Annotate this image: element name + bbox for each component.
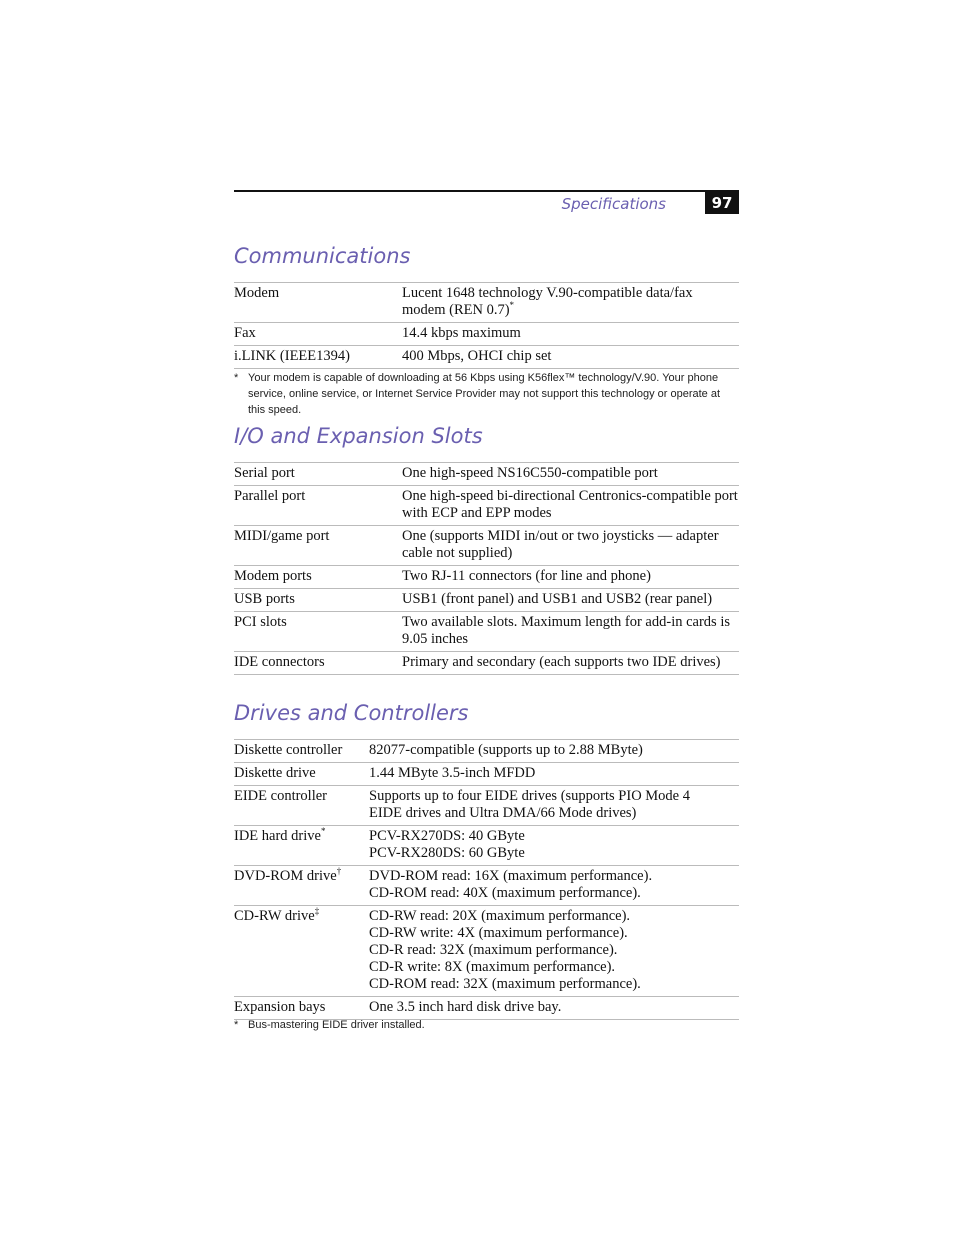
row-label: USB ports xyxy=(234,591,295,607)
row-label: MIDI/game port xyxy=(234,528,330,544)
table-row xyxy=(234,589,739,612)
io-table xyxy=(234,462,739,675)
table-row xyxy=(234,652,739,675)
section-title-communications: Communications xyxy=(234,244,411,268)
table-row xyxy=(234,323,739,346)
row-label: DVD-ROM drive† xyxy=(234,866,342,884)
row-value: One (supports MIDI in/out or two joysticks — adapter cable not supplied) xyxy=(402,528,719,561)
row-value: USB1 (front panel) and USB1 and USB2 (rear panel) xyxy=(402,591,713,607)
table-row xyxy=(234,826,739,866)
row-label: Parallel port xyxy=(234,488,306,504)
table-row xyxy=(234,463,739,486)
row-label: Modem ports xyxy=(234,568,312,584)
header-rule xyxy=(234,190,739,192)
running-head: Specifications xyxy=(561,195,666,213)
row-label: IDE connectors xyxy=(234,654,325,670)
communications-footnote xyxy=(234,370,739,418)
row-value: One 3.5 inch hard disk drive bay. xyxy=(369,999,562,1015)
table-row xyxy=(234,740,739,763)
communications-table xyxy=(234,282,739,369)
footnote-marker: ‡ xyxy=(314,906,320,917)
row-label: PCI slots xyxy=(234,614,287,630)
row-label: Modem xyxy=(234,285,280,301)
row-value: Two available slots. Maximum length for add-in cards is 9.05 inches xyxy=(402,614,730,647)
table-row xyxy=(234,786,739,826)
table-row xyxy=(234,526,739,566)
drives-footnote xyxy=(234,1017,739,1033)
table-row xyxy=(234,763,739,786)
row-label: EIDE controller xyxy=(234,788,328,804)
footnote-text: Bus-mastering EIDE driver installed. xyxy=(248,1019,425,1031)
row-value: PCV-RX270DS: 40 GByte PCV-RX280DS: 60 GByte xyxy=(369,828,525,861)
row-value: One high-speed NS16C550-compatible port xyxy=(402,465,658,481)
footnote-mark: * xyxy=(234,372,239,384)
table-row xyxy=(234,486,739,526)
footnote-marker: * xyxy=(509,300,515,311)
row-value: 400 Mbps, OHCI chip set xyxy=(402,348,552,364)
row-label: IDE hard drive* xyxy=(234,826,326,844)
row-value: 14.4 kbps maximum xyxy=(402,325,521,341)
table-row xyxy=(234,866,739,906)
section-title-io: I/O and Expansion Slots xyxy=(234,424,483,448)
section-title-drives: Drives and Controllers xyxy=(234,701,469,725)
row-value: Supports up to four EIDE drives (supports PIO Mode 4 EIDE drives and Ultra DMA/66 Mode drives) xyxy=(369,788,690,821)
row-label: Diskette drive xyxy=(234,765,316,781)
row-label: Diskette controller xyxy=(234,742,343,758)
row-value: Primary and secondary (each supports two IDE drives) xyxy=(402,654,721,670)
footnote-text: Your modem is capable of downloading at 56 Kbps using K56flex™ technology/V.90. Your phone service, online service, or Internet Service Provider may not support this technology or operate at this speed. xyxy=(248,372,721,416)
table-row xyxy=(234,906,739,997)
row-label: CD-RW drive‡ xyxy=(234,906,320,924)
row-value: 82077-compatible (supports up to 2.88 MByte) xyxy=(369,742,643,758)
row-label: Expansion bays xyxy=(234,999,326,1015)
table-row xyxy=(234,346,739,369)
footnote-mark: * xyxy=(234,1019,239,1031)
row-value: Lucent 1648 technology V.90-compatible data/fax modem (REN 0.7)* xyxy=(402,285,693,318)
row-value: DVD-ROM read: 16X (maximum performance). CD-ROM read: 40X (maximum performance). xyxy=(369,868,653,901)
row-value: CD-RW read: 20X (maximum performance). CD-RW write: 4X (maximum performance). CD-R read: 32X (maximum performance). CD-R write: 8X (maximum performance). CD-ROM read: 32X (maximum performance). xyxy=(369,908,641,992)
row-value: 1.44 MByte 3.5-inch MFDD xyxy=(369,765,536,781)
drives-table xyxy=(234,739,739,1020)
page-number: 97 xyxy=(705,191,739,214)
footnote-marker: * xyxy=(320,826,326,837)
row-value: One high-speed bi-directional Centronics-compatible port with ECP and EPP modes xyxy=(402,488,738,521)
row-value: Two RJ-11 connectors (for line and phone) xyxy=(402,568,651,584)
row-label: Serial port xyxy=(234,465,295,481)
table-row xyxy=(234,566,739,589)
footnote-marker: † xyxy=(336,866,342,877)
row-label: Fax xyxy=(234,325,256,341)
table-row xyxy=(234,283,739,323)
row-label: i.LINK (IEEE1394) xyxy=(234,348,350,364)
table-row xyxy=(234,612,739,652)
